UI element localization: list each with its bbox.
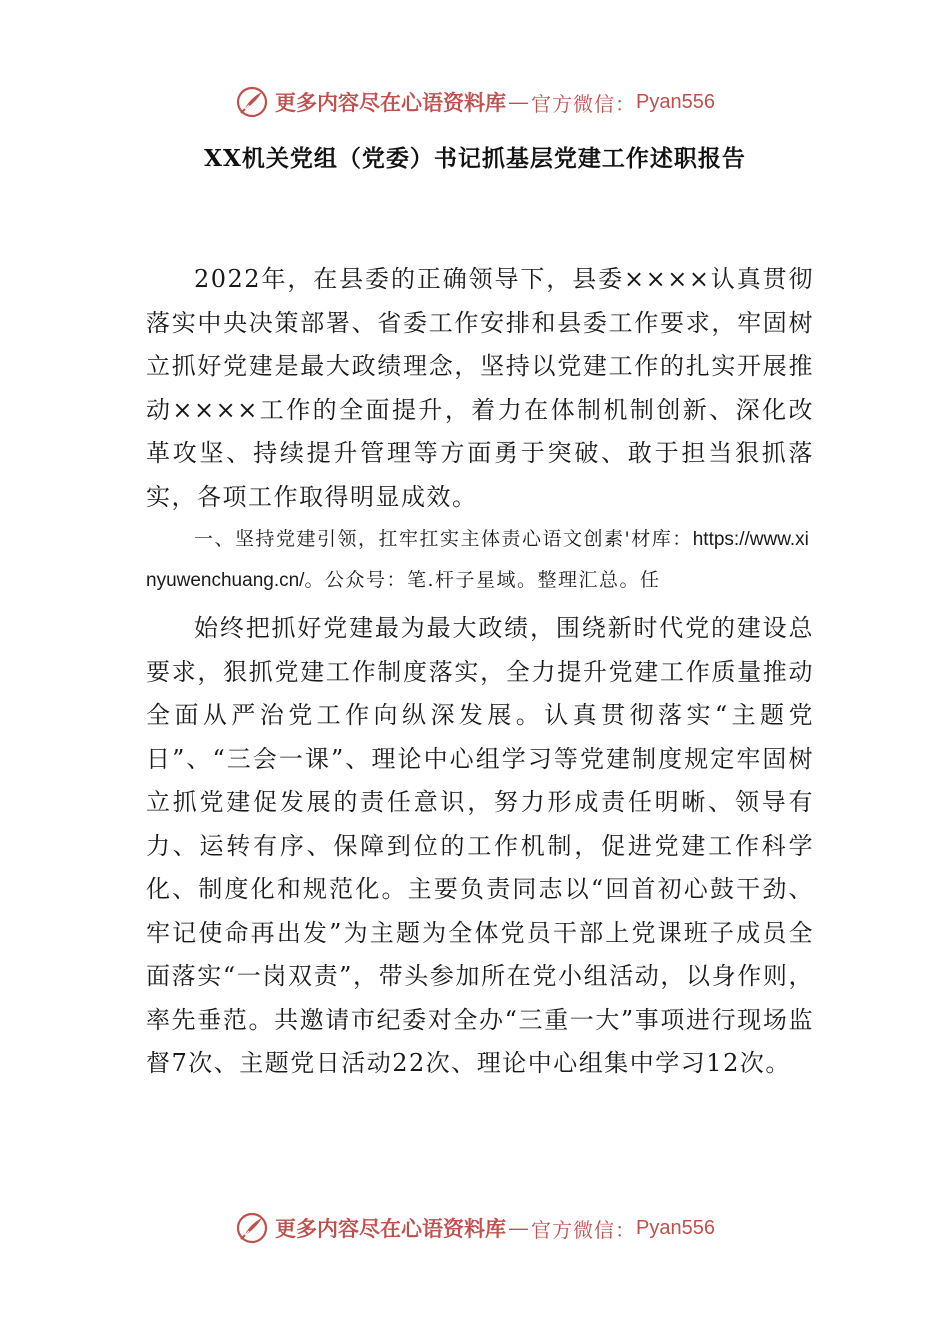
intro-paragraph: 2022年，在县委的正确领导下，县委××××认真贯彻落实中央决策部署、省委工作安排和县委工作要求，牢固树立抓好党建是最大政绩理念，坚持以党建工作的扎实开展推动××××工作的全面提升，着力在体制机制创新、深化改革攻坚、持续提升管理等方面勇于突破、敢于担当狠抓落实，各项工作取得明显成效。 <box>146 265 814 511</box>
footer-wechat-id: Pyan556 <box>636 1216 715 1239</box>
section-heading-url[interactable]: https://www.xinyuwenchuang.cn/ <box>146 529 809 591</box>
quill-pen-logo-icon <box>235 1211 269 1245</box>
banner-official-label: 官方微信： <box>531 91 637 116</box>
header-banner <box>0 82 950 122</box>
quill-pen-logo-icon <box>235 85 269 119</box>
footer-brand-text: 更多内容尽在心语资料库 <box>275 1216 507 1241</box>
footer-official-label: 官方微信： <box>531 1217 637 1242</box>
banner-brand-text: 更多内容尽在心语资料库 <box>275 90 507 115</box>
section-heading-suffix: 。公众号：笔.杆子星域。整理汇总。任 <box>304 569 661 591</box>
document-body <box>146 258 814 1086</box>
section-heading <box>146 519 814 601</box>
footer-banner <box>0 1208 950 1248</box>
section-heading-text: 一、坚持党建引领，扛牢扛实主体责心语文创素'材库： <box>194 528 693 550</box>
footer-separator: — <box>508 1216 530 1240</box>
banner-wechat-id: Pyan556 <box>636 90 715 113</box>
section-paragraph: 始终把抓好党建最为最大政绩，围绕新时代党的建设总要求，狠抓党建工作制度落实，全力提升党建工作质量推动全面从严治党工作向纵深发展。认真贯彻落实“主题党日”、“三会一课”、理论中心组学习等党建制度规定牢固树立抓党建促发展的责任意识，努力形成责任明晰、领导有力、运转有序、保障到位的工作机制，促进党建工作科学化、制度化和规范化。主要负责同志以“回首初心鼓干劲、牢记使命再出发”为主题为全体党员干部上党课班子成员全面落实“一岗双责”，带头参加所在党小组活动，以身作则，率先垂范。共邀请市纪委对全办“三重一大”事项进行现场监督7次、主题党日活动22次、理论中心组集中学习12次。 <box>146 614 814 1077</box>
document-title: XX机关党组（党委）书记抓基层党建工作述职报告 <box>204 145 746 172</box>
banner-separator: — <box>508 90 530 114</box>
